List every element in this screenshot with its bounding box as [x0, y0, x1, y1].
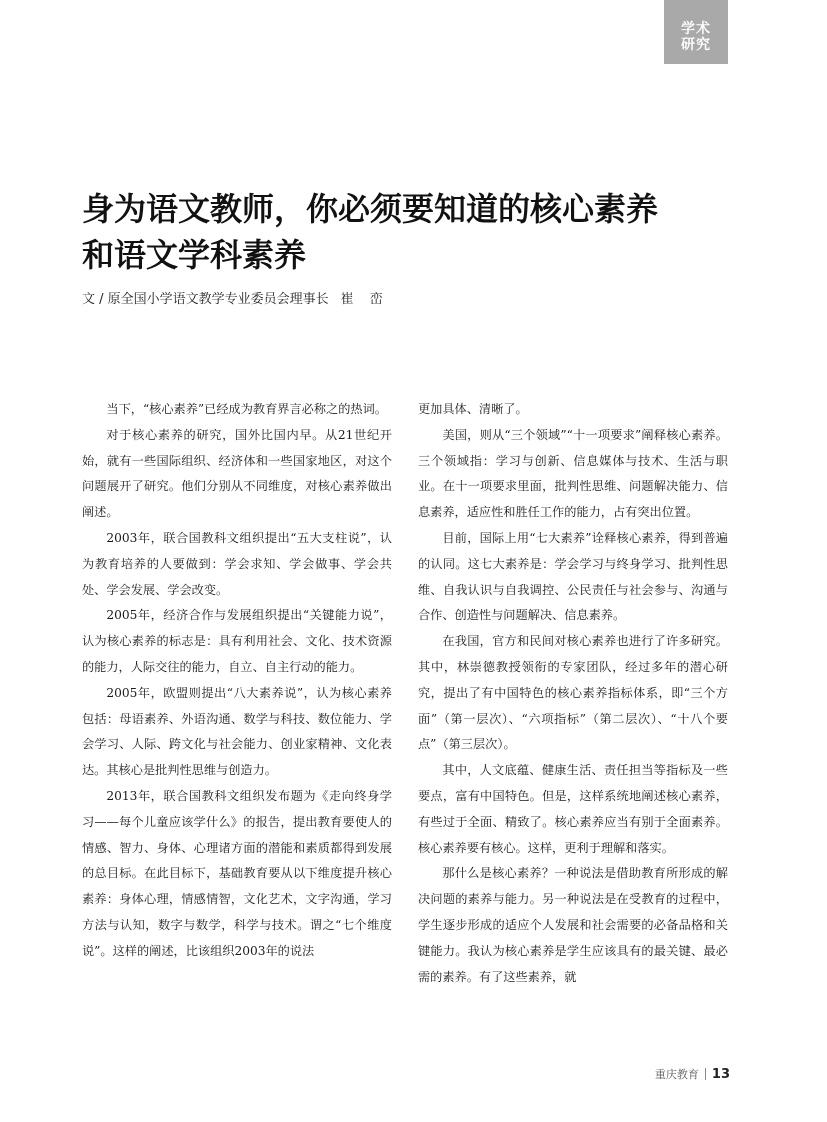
section-tab-line2: 研究 — [681, 37, 711, 53]
journal-name: 重庆教育 — [654, 1068, 699, 1081]
page-footer — [620, 1066, 730, 1082]
page-number: 13 — [711, 1066, 730, 1082]
section-tab — [664, 0, 728, 64]
byline — [82, 288, 389, 307]
section-tab-line1: 学术 — [681, 21, 711, 37]
paragraph: 美国，则从“三个领域”“十一项要求”阐释核心素养。三个领域指：学习与创新、信息媒体与技术、生活与职业。在十一项要求里面，批判性思维、问题解决能力、信息素养，适应性和胜任工作的能力，占有突出位置。 — [418, 427, 728, 520]
article-title — [82, 186, 762, 278]
footer-divider — [705, 1068, 706, 1080]
paragraph: 其中，人文底蕴、健康生活、责任担当等指标及一些要点，富有中国特色。但是，这样系统地阐述核心素养，有些过于全面、精致了。核心素养应当有别于全面素养。核心素养要有核心。这样，更利于理解和落实。 — [418, 763, 728, 855]
paragraph: 当下，“核心素养”已经成为教育界言必称之的热词。 — [106, 402, 387, 416]
paragraph: 对于核心素养的研究，国外比国内早。从21世纪开始，就有一些国际组织、经济体和一些国家地区，对这个问题展开了研究。他们分别从不同维度，对核心素养做出阐述。 — [82, 427, 392, 520]
paragraph: 2005年，经济合作与发展组织提出“关键能力说”，认为核心素养的标志是：具有利用社会、文化、技术资源的能力，人际交往的能力，自立、自主行动的能力。 — [82, 608, 392, 674]
left-column — [82, 397, 392, 965]
title-line-1: 身为语文教师，你必须要知道的核心素养 — [82, 190, 659, 228]
paragraph: 目前，国际上用“七大素养”诠释核心素养，得到普遍的认同。这七大素养是：学会学习与终身学习、批判性思维、自我认识与自我调控、公民责任与社会参与、沟通与合作、创造性与问题解决、信息素养。 — [418, 530, 728, 623]
paragraph: 在我国，官方和民间对核心素养也进行了许多研究。其中，林崇德教授领衔的专家团队，经过多年的潜心研究，提出了有中国特色的核心素养指标体系，即“三个方面”（第一层次）、“六项指标”（第二层次）、“十八个要点”（第三层次）。 — [418, 634, 728, 752]
right-column — [418, 397, 728, 990]
paragraph: 2013年，联合国教科文组织发布题为《走向终身学习——每个儿童应该学什么》的报告，提出教育要使人的情感、智力、身体、心理诸方面的潜能和素质都得到发展的总目标。在此目标下，基础教育要从以下维度提升核心素养：身体心理，情感情智，文化艺术，文字沟通，学习方法与认知，数字与数学，科学与技术。谓之“七个维度说”。这样的阐述，比该组织2003年的说法 — [82, 788, 392, 958]
byline-prefix: 文 / 原全国小学语文教学专业委员会理事长 — [82, 292, 329, 307]
byline-author: 崔 峦 — [340, 292, 389, 307]
paragraph: 2005年，欧盟则提出“八大素养说”，认为核心素养包括：母语素养、外语沟通、数学与科技、数位能力、学会学习、人际、跨文化与社会能力、创业家精神、文化表达。其核心是批判性思维与创造力。 — [82, 685, 392, 778]
title-line-2: 和语文学科素养 — [82, 236, 307, 274]
paragraph-continuation: 更加具体、清晰了。 — [418, 402, 528, 416]
paragraph: 那什么是核心素养？一种说法是借助教育所形成的解决问题的素养与能力。另一种说法是在受教育的过程中，学生逐步形成的适应个人发展和社会需要的必备品格和关键能力。我认为核心素养是学生应该具有的最关键、最必需的素养。有了这些素养，就 — [418, 866, 728, 984]
paragraph: 2003年，联合国教科文组织提出“五大支柱说”，认为教育培养的人要做到：学会求知、学会做事、学会共处、学会发展、学会改变。 — [82, 530, 392, 597]
